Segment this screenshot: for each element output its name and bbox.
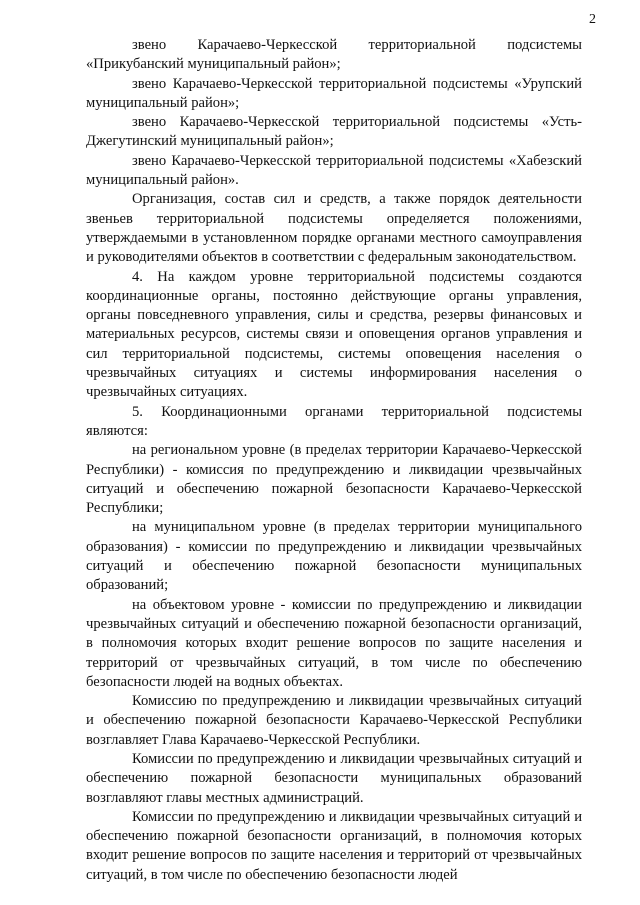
paragraph-zveno-ust-dzhegutinsky: звено Карачаево-Черкесской территориальной подсистемы «Усть-Джегутинский муниципальный район»;	[86, 114, 582, 150]
paragraph-zveno-khabezsky: звено Карачаево-Черкесской территориальной подсистемы «Хабезский муниципальный район».	[86, 152, 582, 189]
paragraph-municipal-commission-head: Комиссии по предупреждению и ликвидации чрезвычайных ситуаций и обеспечению пожарной безопасности муниципальных образований возглавляют главы местных администраций.	[86, 750, 582, 806]
paragraph-organization: Организация, состав сил и средств, а также порядок деятельности звеньев территориальной подсистемы определяется положениями, утверждаемыми в установленном порядке органами местного самоуправления и руководителями объектов в соответствии с федеральным законодательством.	[86, 191, 582, 266]
paragraph-municipal-level: на муниципальном уровне (в пределах территории муниципального образования) - комиссии по предупреждению и ликвидации чрезвычайных ситуаций и обеспечению пожарной безопасности муниципальных образований;	[86, 519, 582, 594]
document-body	[86, 36, 582, 885]
paragraph-object-level: на объектовом уровне - комиссии по предупреждению и ликвидации чрезвычайных ситуаций и обеспечению пожарной безопасности организаций, в полномочия которых входит решение вопросов по защите населения и территорий от чрезвычайных ситуаций, в том числе по обеспечению безопасности людей на водных объектах.	[86, 596, 582, 690]
paragraph-regional-level: на региональном уровне (в пределах территории Карачаево-Черкесской Республики) - комиссия по предупреждению и ликвидации чрезвычайных ситуаций и обеспечению пожарной безопасности Карачаево-Черкесской Республики;	[86, 442, 582, 517]
paragraph-zveno-prikubansky: звено Карачаево-Черкесской территориальной подсистемы «Прикубанский муниципальный район»;	[86, 37, 582, 73]
paragraph-organization-commissions: Комиссии по предупреждению и ликвидации чрезвычайных ситуаций и обеспечению пожарной безопасности организаций, в полномочия которых входит решение вопросов по защите населения и территорий от чрезвычайных ситуаций, в том числе по обеспечению безопасности людей	[86, 808, 582, 883]
paragraph-regional-commission-head: Комиссию по предупреждению и ликвидации чрезвычайных ситуаций и обеспечению пожарной безопасности Карачаево-Черкесской Республики возглавляет Глава Карачаево-Черкесской Республики.	[86, 693, 582, 748]
page-number: 2	[589, 12, 596, 27]
paragraph-item-5: 5. Координационными органами территориальной подсистемы являются:	[86, 403, 582, 439]
paragraph-item-4: 4. На каждом уровне территориальной подсистемы создаются координационные органы, постоянно действующие органы управления, органы повседневного управления, силы и средства, резервы финансовых и материальных ресурсов, системы связи и оповещения органов управления и сил территориальной подсистемы, системы оповещения населения о чрезвычайных ситуациях и системы информирования населения о чрезвычайных ситуациях.	[86, 268, 582, 401]
paragraph-zveno-urupsky: звено Карачаево-Черкесской территориальной подсистемы «Урупский муниципальный район»;	[86, 75, 582, 111]
